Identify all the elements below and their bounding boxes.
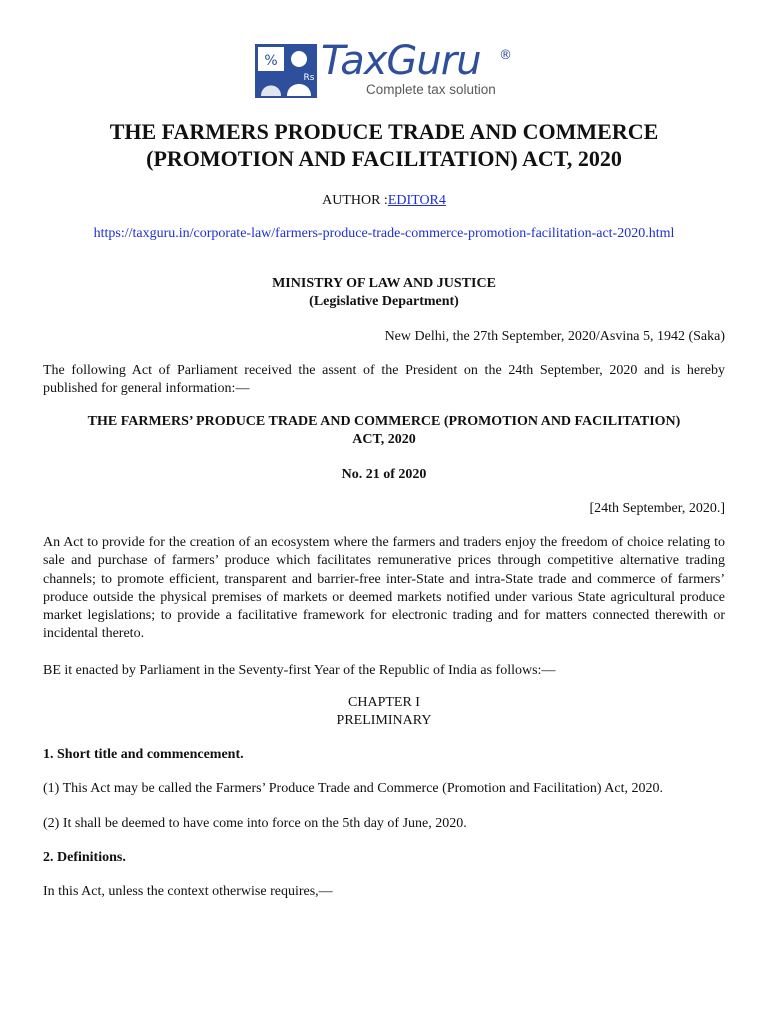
taxguru-logo-mark-icon: [255, 44, 317, 98]
svg-text:%: %: [264, 53, 278, 69]
document-title-line-2: (PROMOTION AND FACILITATION) ACT, 2020: [146, 146, 622, 171]
ministry-heading: [40, 275, 728, 312]
taxguru-wordmark: TaxGuru: [321, 38, 481, 84]
department-name: (Legislative Department): [309, 294, 459, 310]
act-title: [40, 413, 728, 450]
act-title-line-2: ACT, 2020: [352, 432, 416, 448]
intro-paragraph: The following Act of Parliament received the assent of the President on the 24th September, 2020 and is hereby published for general information:—: [43, 363, 725, 397]
author-link[interactable]: EDITOR4: [387, 193, 446, 208]
ministry-name: MINISTRY OF LAW AND JUSTICE: [272, 276, 496, 291]
act-number: No. 21 of 2020: [341, 467, 427, 482]
document-title: [40, 118, 728, 172]
enactment-clause: BE it enacted by Parliament in the Seventy-first Year of the Republic of India as follows:—: [43, 663, 556, 678]
taxguru-logo[interactable]: [255, 38, 517, 100]
author-label: AUTHOR :: [322, 193, 388, 208]
dateline: New Delhi, the 27th September, 2020/Asvina 5, 1942 (Saka): [384, 329, 725, 344]
document-title-line-1: THE FARMERS PRODUCE TRADE AND COMMERCE: [109, 119, 659, 144]
section-1-clause-2: (2) It shall be deemed to have come into force on the 5th day of June, 2020.: [43, 816, 467, 831]
act-date: [24th September, 2020.]: [589, 501, 725, 516]
svg-text:Rs: Rs: [303, 73, 315, 83]
source-url-line: [40, 225, 728, 243]
logo-tagline: Complete tax solution: [366, 82, 496, 97]
section-1-clause-1: (1) This Act may be called the Farmers’ Produce Trade and Commerce (Promotion and Facilitation) Act, 2020.: [43, 781, 664, 796]
chapter-heading: [40, 694, 728, 731]
source-url-link[interactable]: https://taxguru.in/corporate-law/farmers-produce-trade-commerce-promotion-facilitation-act-2020.html: [93, 226, 675, 241]
author-line: [40, 192, 728, 210]
chapter-number: CHAPTER I: [348, 695, 420, 710]
section-2-intro: In this Act, unless the context otherwise requires,—: [43, 884, 333, 899]
section-1-heading: 1. Short title and commencement.: [43, 747, 244, 762]
act-title-line-1: THE FARMERS’ PRODUCE TRADE AND COMMERCE (PROMOTION AND FACILITATION): [87, 414, 681, 429]
preamble-paragraph: An Act to provide for the creation of an ecosystem where the farmers and traders enjoy the freedom of choice relating to sale and purchase of farmers’ produce which facilitates remunerative prices through competitive alternative trading channels; to promote efficient, transparent and barrier-free inter-State and intra-State trade and commerce of farmers’ produce outside the physical premises of markets or deemed markets notified under various State agricultural produce market legislations; to provide a facilitative framework for electronic trading and for matters connected therewith or incidental thereto.: [43, 535, 725, 642]
chapter-title: PRELIMINARY: [336, 713, 432, 729]
registered-mark: ®: [499, 48, 512, 63]
section-2-heading: 2. Definitions.: [43, 850, 126, 865]
